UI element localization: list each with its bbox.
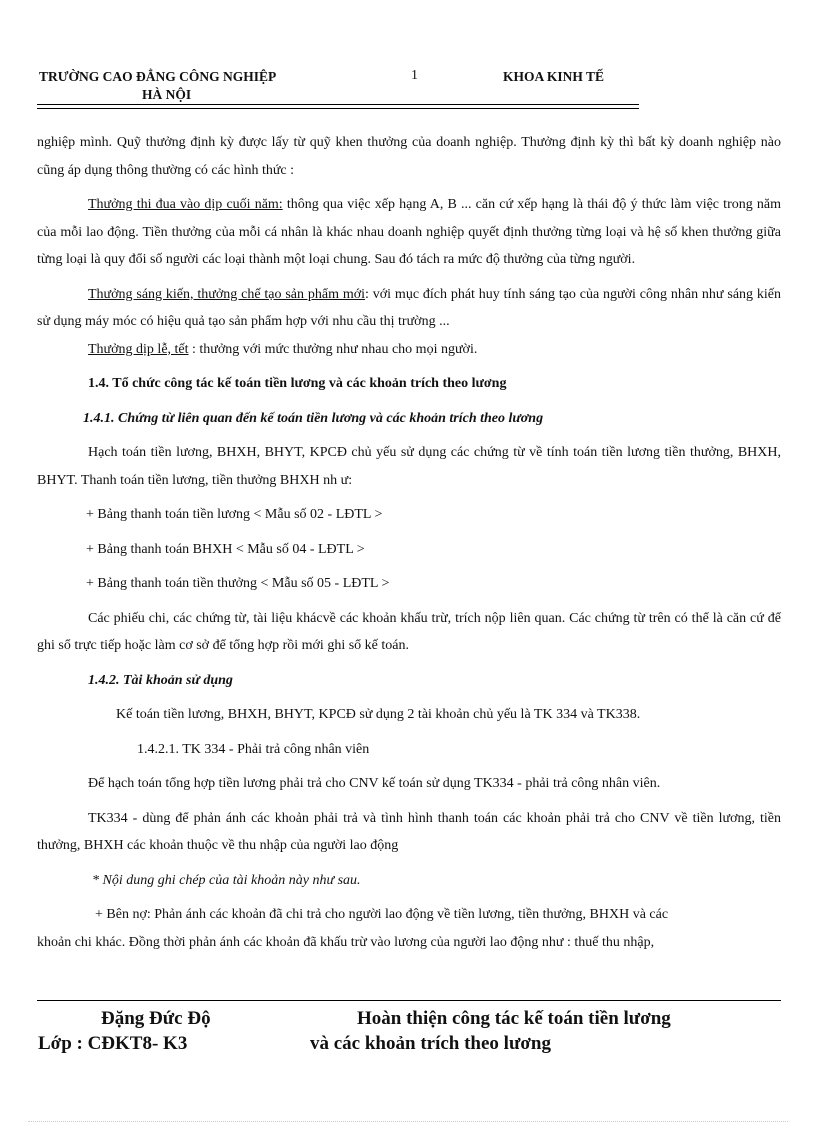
paragraph: Hạch toán tiền lương, BHXH, BHYT, KPCĐ chủ yếu sử dụng các chứng từ về tính toán tiền lương tiền thưởng, BHXH, BHYT. Thanh toán tiền lương, tiền thưởng BHXH nh ư: [37, 445, 781, 488]
paragraph: Kế toán tiền lương, BHXH, BHYT, KPCĐ sử dụng 2 tài khoản chủ yếu là TK 334 và TK338. [116, 707, 641, 722]
paragraph: nghiệp mình. Quỹ thưởng định kỳ được lấy từ quỹ khen thưởng của doanh nghiệp. Thưởng định kỳ thì bất kỳ doanh nghiệp nào cũng áp dụng thông thường có các hình thức : [37, 135, 781, 178]
document-body [37, 129, 781, 956]
subsection-heading: 1.4.2. Tài khoản sử dụng [88, 672, 233, 688]
subheading-underlined: Thưởng dịp lễ, tết [88, 341, 189, 357]
subsection-heading: 1.4.1. Chứng từ liên quan đến kế toán tiền lương và các khoản trích theo lương [83, 410, 544, 426]
subheading-underlined: Thưởng sáng kiến, thưởng chế tạo sản phẩm mới [88, 286, 366, 302]
paragraph: Các phiếu chi, các chứng từ, tài liệu khácvề các khoản khấu trừ, trích nộp liên quan. Các chứng từ trên có thể là căn cứ để ghi sổ trực tiếp hoặc làm cơ sở để tổng hợp rồi mới ghi sổ kế toán. [37, 610, 781, 653]
paragraph: + Bên nợ: Phản ánh các khoản đã chi trả cho người lao động về tiền lương, tiền thưởng, BHXH và các [95, 907, 669, 922]
author-name: Đặng Đức Độ [101, 1008, 211, 1029]
thesis-title-line2: và các khoản trích theo lương [310, 1033, 551, 1054]
section-heading: 1.4. Tổ chức công tác kế toán tiền lương và các khoản trích theo lương [88, 376, 507, 391]
list-item: + Bảng thanh toán BHXH < Mẫu số 04 - LĐTL > [86, 541, 365, 557]
page-number: 1 [411, 68, 418, 83]
school-name-line1: TRƯỜNG CAO ĐẲNG CÔNG NGHIỆP [39, 69, 277, 84]
list-item: + Bảng thanh toán tiền lương < Mẫu số 02 - LĐTL > [86, 507, 383, 522]
paragraph-last-line: khoản chi khác. Đồng thời phản ánh các khoản đã khấu trừ vào lương của người lao động như : thuế thu nhập, [37, 934, 655, 950]
note-italic: * Nội dung ghi chép của tài khoản này như sau. [92, 872, 361, 888]
paragraph: Thưởng thi đua vào dịp cuối năm: thông qua việc xếp hạng A, B ... căn cứ xếp hạng là thái độ ý thức làm việc trong năm của mỗi lao động. Tiền thưởng của mỗi cá nhân là khác nhau doanh nghiệp quyết định thưởng từng loại và hệ số khen thưởng giữa từng loại là quy đổi số người các loại thành một loại chung. Sau đó tách ra mức độ thưởng của từng người. [37, 197, 781, 267]
header-rule-bottom [37, 108, 639, 109]
school-name-line2: HÀ NỘI [142, 87, 192, 102]
header-rule-top [37, 104, 639, 105]
faculty-name: KHOA KINH TẾ [503, 69, 605, 84]
list-item: + Bảng thanh toán tiền thưởng < Mẫu số 05 - LĐTL > [86, 576, 390, 591]
paragraph: Thưởng sáng kiến, thưởng chế tạo sản phẩm mới: với mục đích phát huy tính sáng tạo của người công nhân như sáng kiến sử dụng máy móc có hiệu quả tạo sản phẩm hợp với nhu cầu thị trường ... [37, 286, 781, 329]
page-bottom-divider [28, 1121, 788, 1122]
paragraph: Thưởng dịp lễ, tết : thưởng với mức thưởng như nhau cho mọi người. [88, 341, 478, 357]
subheading-underlined: Thưởng thi đua vào dịp cuối năm: [88, 197, 283, 212]
paragraph: Để hạch toán tổng hợp tiền lương phải trả cho CNV kế toán sử dụng TK334 - phải trả công nhân viên. [88, 776, 661, 791]
thesis-title-line1: Hoàn thiện công tác kế toán tiền lương [357, 1008, 671, 1029]
paragraph: TK334 - dùng để phản ánh các khoản phải trả và tình hình thanh toán các khoản phải trả cho CNV về tiền lương, tiền thưởng, BHXH các khoản thuộc về thu nhập của người lao động [37, 810, 781, 853]
subsection-heading: 1.4.2.1. TK 334 - Phải trả công nhân viên [137, 741, 370, 757]
footer-rule [37, 1000, 781, 1001]
class-name: Lớp : CĐKT8- K3 [38, 1033, 188, 1054]
